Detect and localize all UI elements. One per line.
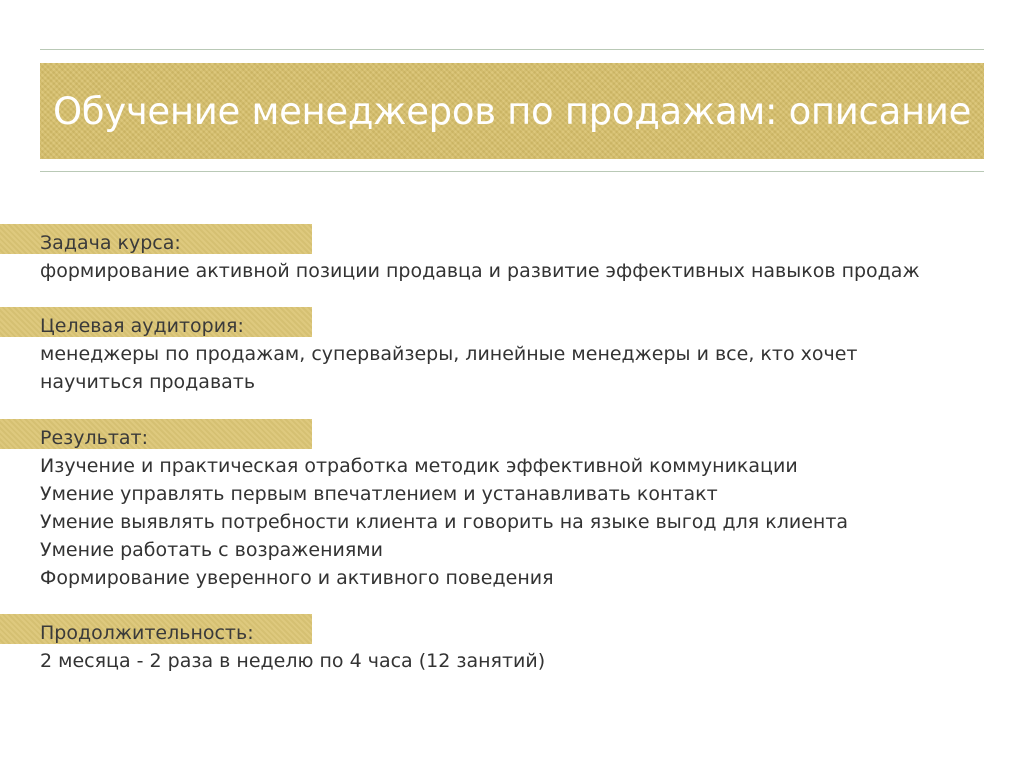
section-line: Умение работать с возражениями [40,539,383,561]
section-lines [40,257,1000,285]
section-line: Формирование уверенного и активного поведения [40,567,554,589]
section-lines [40,340,1000,396]
section-lines [40,452,1000,592]
section-line: 2 месяца - 2 раза в неделю по 4 часа (12 занятий) [40,650,546,672]
section-heading: Целевая аудитория: [40,315,244,337]
bottom-divider [40,171,984,172]
section-line: Умение выявлять потребности клиента и говорить на языке выгод для клиента [40,511,849,533]
title-banner [40,63,984,159]
section-heading: Результат: [40,427,149,449]
slide-title: Обучение менеджеров по продажам: описание [52,89,972,133]
section-line: научиться продавать [40,371,256,393]
section-lines [40,647,1000,675]
section-line: Умение управлять первым впечатлением и устанавливать контакт [40,483,718,505]
section-line: менеджеры по продажам, супервайзеры, линейные менеджеры и все, кто хочет [40,343,858,365]
section-heading: Продолжительность: [40,622,254,644]
section-heading: Задача курса: [40,232,181,254]
top-divider [40,49,984,50]
section-line: формирование активной позиции продавца и развитие эффективных навыков продаж [40,260,920,282]
section-line: Изучение и практическая отработка методик эффективной коммуникации [40,455,798,477]
